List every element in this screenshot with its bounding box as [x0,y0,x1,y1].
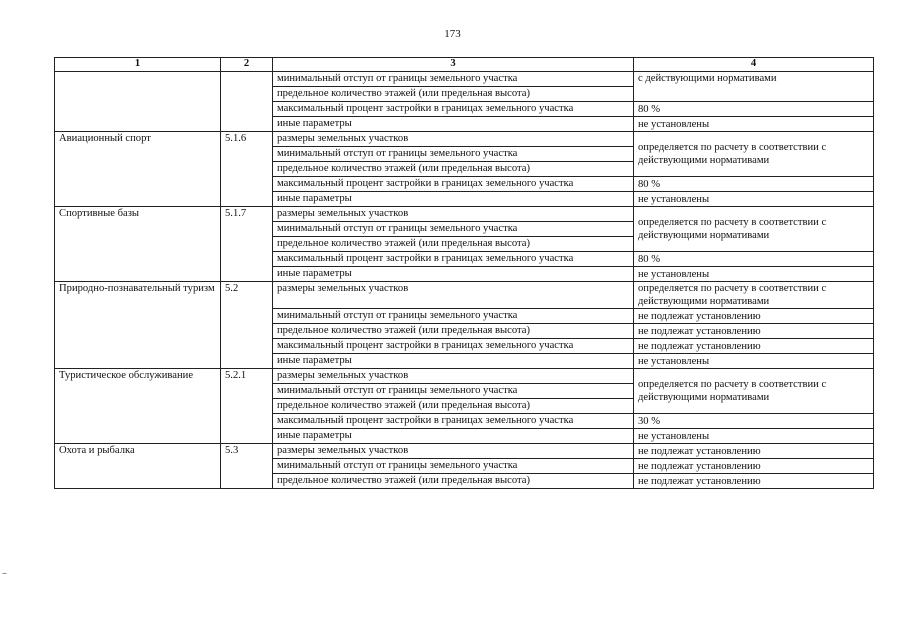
regulations-table [54,57,874,489]
param-cell: размеры земельных участков [273,132,634,147]
value-cell: не подлежат установлению [634,444,874,459]
value-cell: не установлены [634,354,874,369]
value-cell: определяется по расчету в соответствии с действующими нормативами [634,369,874,414]
param-cell: предельное количество этажей (или предельная высота) [273,324,634,339]
value-cell: не подлежат установлению [634,459,874,474]
use-name-cell: Природно-познавательный туризм [55,282,221,369]
param-cell: размеры земельных участков [273,282,634,309]
param-cell: размеры земельных участков [273,207,634,222]
table-row [55,132,874,147]
use-name-cell: Охота и рыбалка [55,444,221,489]
use-code-cell: 5.2 [221,282,273,369]
use-code-cell [221,72,273,132]
param-cell: минимальный отступ от границы земельного участка [273,72,634,87]
param-cell: максимальный процент застройки в границах земельного участка [273,102,634,117]
use-code-cell: 5.3 [221,444,273,489]
param-cell: минимальный отступ от границы земельного участка [273,384,634,399]
param-cell: иные параметры [273,117,634,132]
value-cell: определяется по расчету в соответствии с действующими нормативами [634,207,874,252]
param-cell: предельное количество этажей (или предельная высота) [273,87,634,102]
value-cell: не установлены [634,192,874,207]
param-cell: минимальный отступ от границы земельного участка [273,309,634,324]
param-cell: максимальный процент застройки в границах земельного участка [273,339,634,354]
param-cell: иные параметры [273,192,634,207]
value-cell: 80 % [634,102,874,117]
value-cell: не установлены [634,429,874,444]
header-col-3: 3 [273,58,634,72]
value-cell: не подлежат установлению [634,474,874,489]
param-cell: минимальный отступ от границы земельного участка [273,459,634,474]
value-cell: не установлены [634,117,874,132]
param-cell: предельное количество этажей (или предельная высота) [273,162,634,177]
header-col-4: 4 [634,58,874,72]
use-name-cell: Авиационный спорт [55,132,221,207]
use-name-cell: Спортивные базы [55,207,221,282]
value-cell: 80 % [634,177,874,192]
value-cell: с действующими нормативами [634,72,874,102]
value-cell: 30 % [634,414,874,429]
table-row [55,72,874,87]
value-cell: не подлежат установлению [634,324,874,339]
param-cell: минимальный отступ от границы земельного участка [273,147,634,162]
use-code-cell: 5.2.1 [221,369,273,444]
param-cell: размеры земельных участков [273,444,634,459]
param-cell: предельное количество этажей (или предельная высота) [273,474,634,489]
value-cell: не подлежат установлению [634,309,874,324]
value-cell: не установлены [634,267,874,282]
param-cell: минимальный отступ от границы земельного участка [273,222,634,237]
table-header-row [55,58,874,72]
page-number: 173 [444,28,461,40]
table-row [55,444,874,459]
use-code-cell: 5.1.7 [221,207,273,282]
param-cell: максимальный процент застройки в границах земельного участка [273,414,634,429]
value-cell: определяется по расчету в соответствии с действующими нормативами [634,282,874,309]
param-cell: предельное количество этажей (или предельная высота) [273,399,634,414]
value-cell: 80 % [634,252,874,267]
value-cell: не подлежат установлению [634,339,874,354]
param-cell: иные параметры [273,354,634,369]
use-code-cell: 5.1.6 [221,132,273,207]
param-cell: иные параметры [273,267,634,282]
param-cell: иные параметры [273,429,634,444]
table-row [55,369,874,384]
use-name-cell [55,72,221,132]
header-col-1: 1 [55,58,221,72]
param-cell: максимальный процент застройки в границах земельного участка [273,252,634,267]
param-cell: размеры земельных участков [273,369,634,384]
param-cell: максимальный процент застройки в границах земельного участка [273,177,634,192]
table-row [55,207,874,222]
value-cell: определяется по расчету в соответствии с действующими нормативами [634,132,874,177]
header-col-2: 2 [221,58,273,72]
margin-mark: – [2,568,7,579]
table-row [55,282,874,309]
use-name-cell: Туристическое обслуживание [55,369,221,444]
param-cell: предельное количество этажей (или предельная высота) [273,237,634,252]
